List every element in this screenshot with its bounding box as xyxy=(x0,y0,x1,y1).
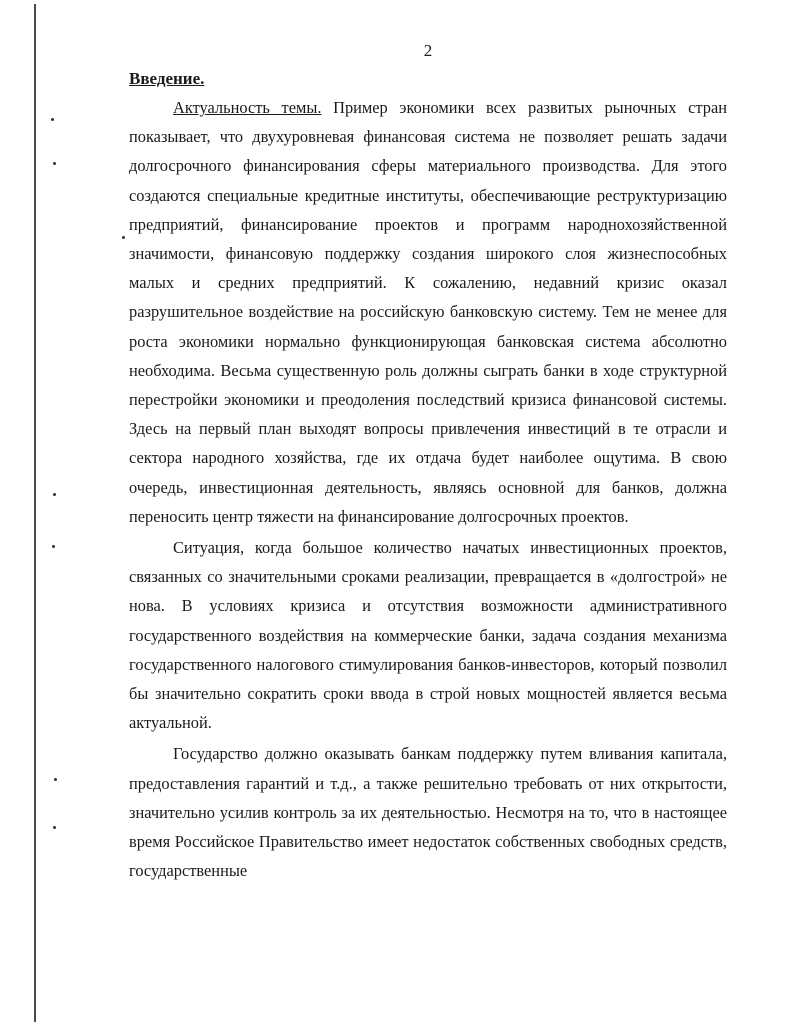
paragraph-relevance xyxy=(129,93,727,531)
document-body xyxy=(129,64,727,885)
scan-speck xyxy=(54,778,57,781)
scan-edge-line xyxy=(34,4,36,1022)
paragraph-situation: Ситуация, когда большое количество начатых инвестиционных проектов, связанных со значительными сроками реализации, превращается в «долгострой» не нова. В условиях кризиса и отсутствия возможности административного государственного воздействия на коммерческие банки, задача создания механизма государственного налогового стимулирования банков-инвесторов, который позволил бы значительно сократить сроки ввода в строй новых мощностей является весьма актуальной. xyxy=(129,538,727,733)
scan-speck xyxy=(53,493,56,496)
scan-speck xyxy=(51,118,54,121)
scan-speck xyxy=(53,162,56,165)
paragraph-state-support: Государство должно оказывать банкам поддержку путем вливания капитала, предоставления гарантий и т.д., а также решительно требовать от них открытости, значительно усилив контроль за их деятельностью. Несмотря на то, что в настоящее время Российское Правительство имеет недостаток собственных свободных средств, государственные xyxy=(129,744,727,881)
scan-speck xyxy=(53,826,56,829)
scan-speck xyxy=(52,545,55,548)
page-number: 2 xyxy=(423,41,433,60)
paragraph-lead: Актуальность темы. xyxy=(173,98,322,117)
paragraph-text: Пример экономики всех развитых рыночных стран показывает, что двухуровневая финансовая система не позволяет решать задачи долгосрочного финансирования сферы материального производства. Для этого создаются специальные кредитные институты, обеспечивающие реструктуризацию предприятий, финансирование проектов и программ народнохозяйственной значимости, финансовую поддержку создания широкого слоя жизнеспособных малых и средних предприятий. К сожалению, недавний кризис оказал разрушительное воздействие на российскую банковскую систему. Тем не менее для роста экономики нормально функционирующая банковская система абсолютно необходима. Весьма существенную роль должны сыграть банки в ходе структурной перестройки экономики и преодоления последствий кризиса финансовой системы. Здесь на первый план выходят вопросы привлечения инвестиций в те отрасли и сектора народного хозяйства, где их отдача будет наиболее ощутима. В свою очередь, инвестиционная деятельность, являясь основной для банков, должна переносить центр тяжести на финансирование долгосрочных проектов. xyxy=(129,98,727,526)
section-heading: Введение. xyxy=(129,69,205,88)
scan-speck xyxy=(122,236,125,239)
